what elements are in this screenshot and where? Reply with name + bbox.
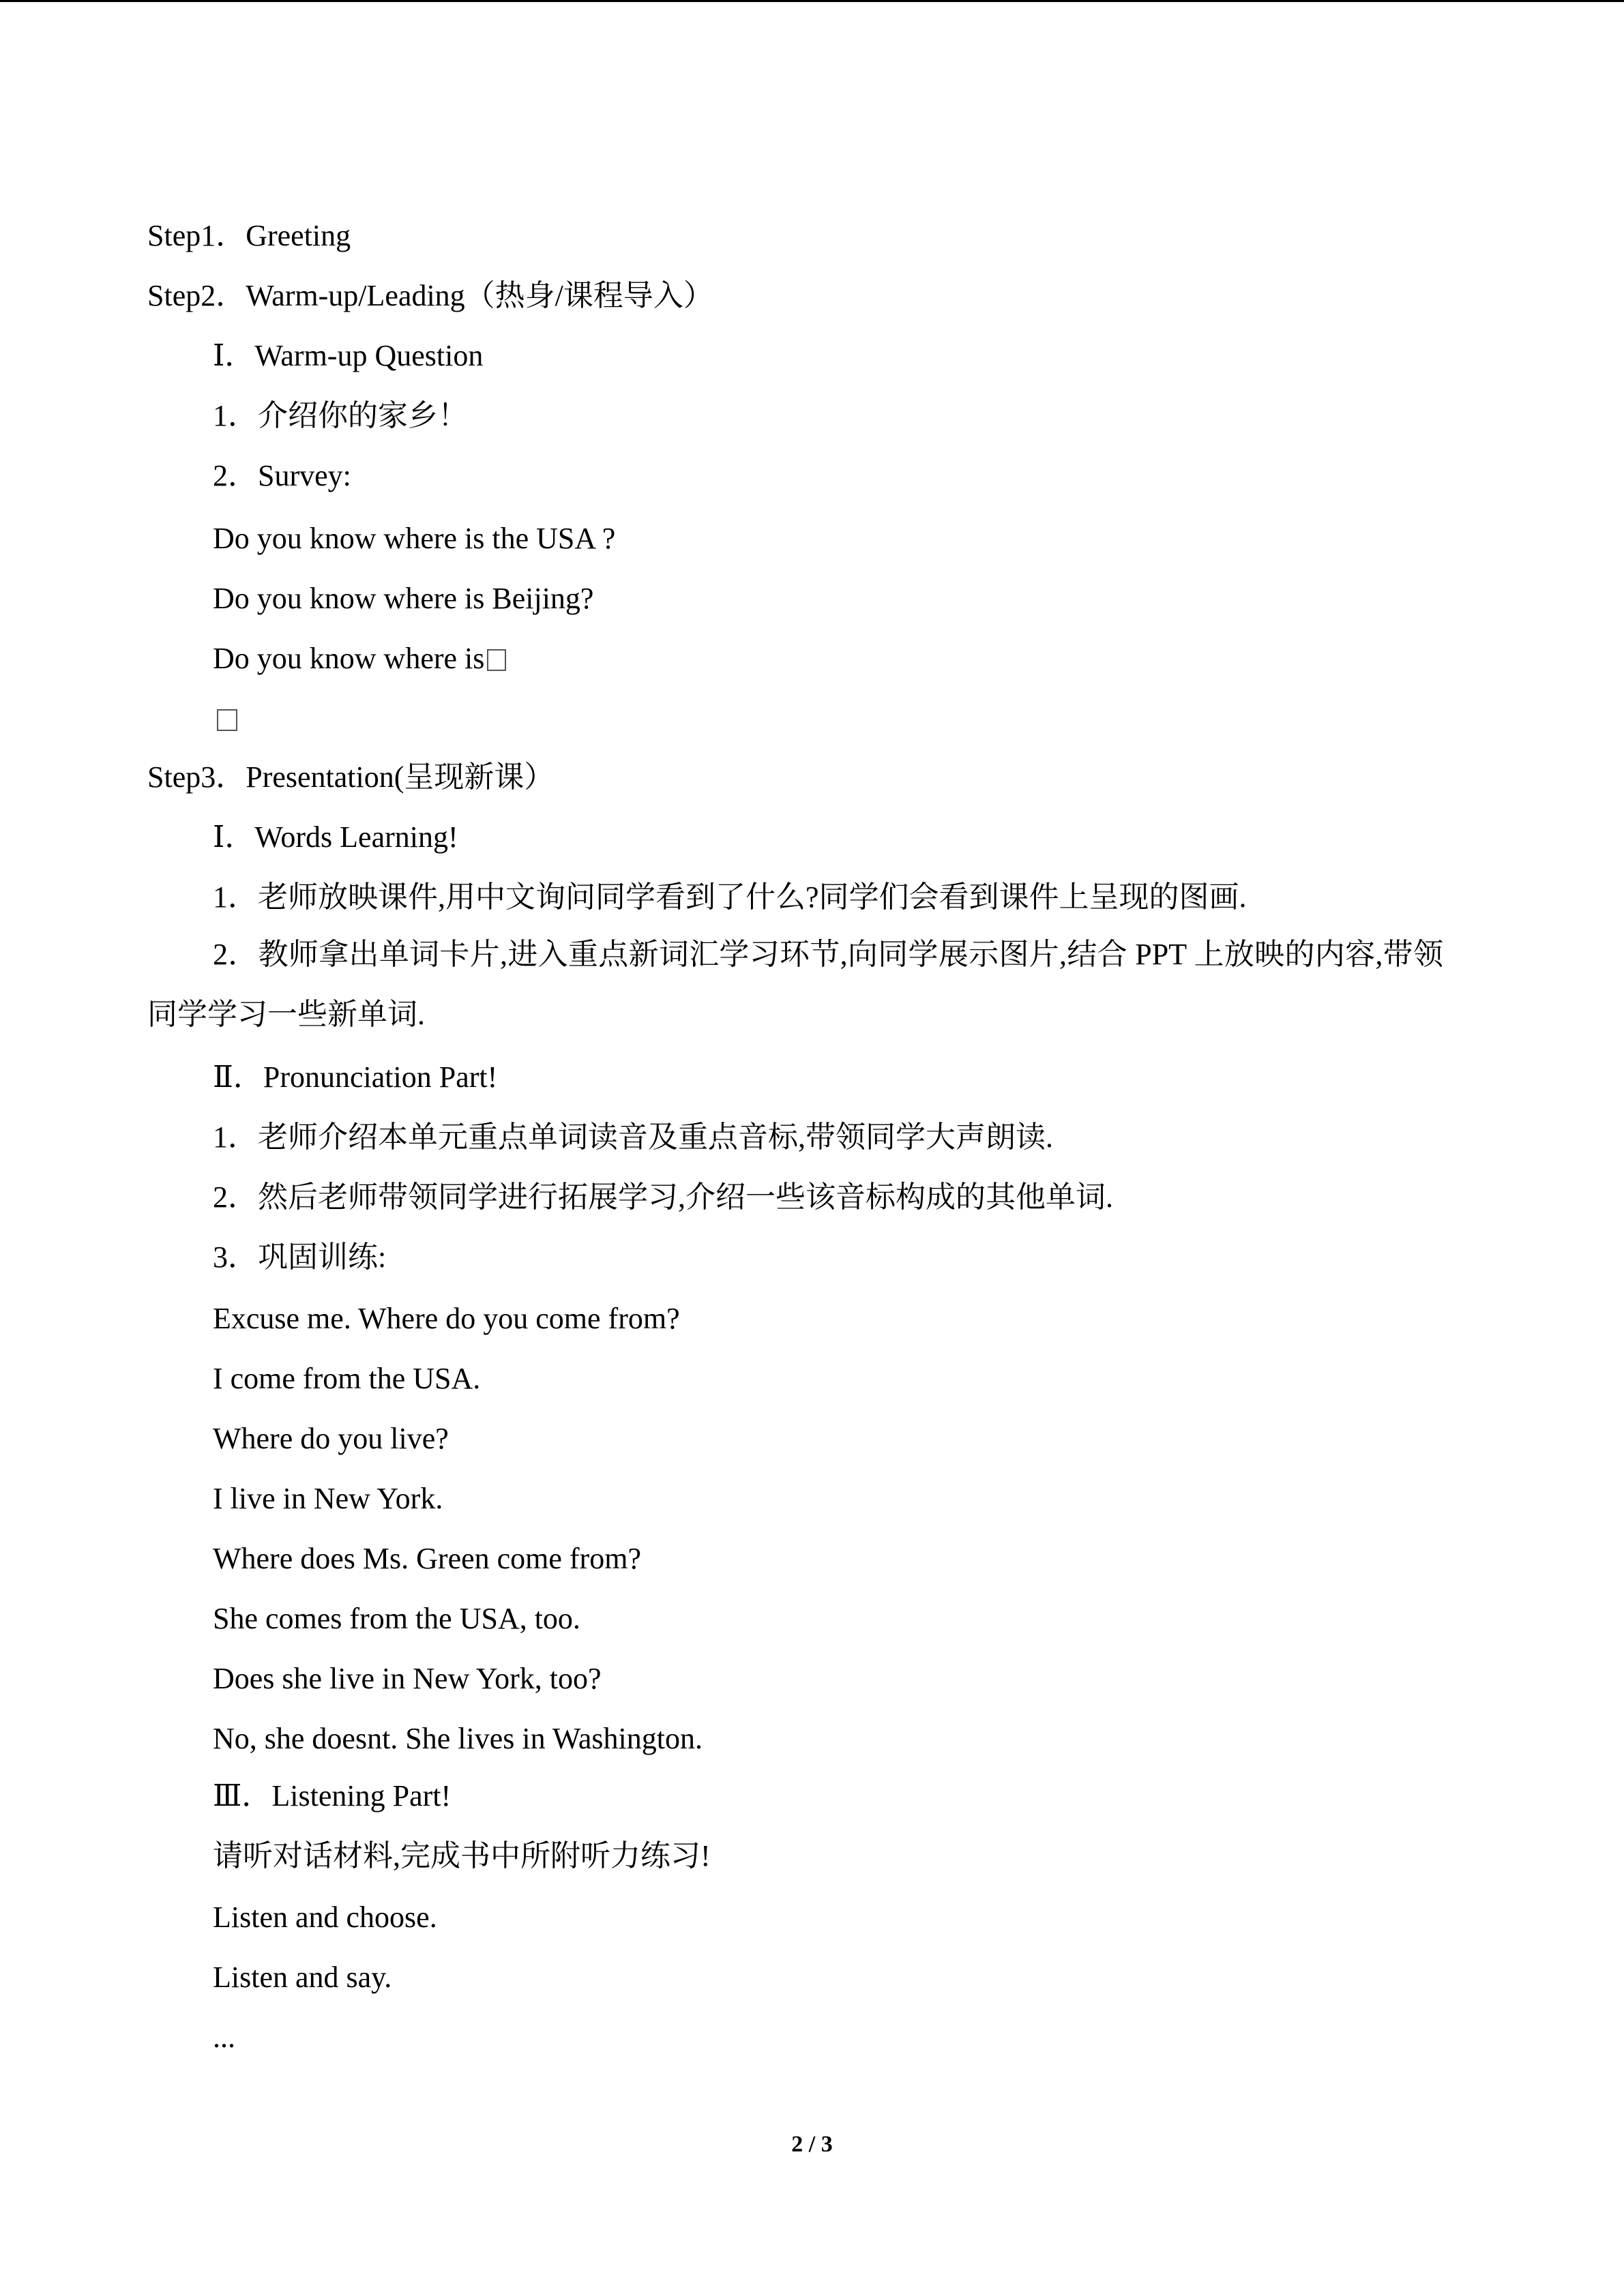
dialogue-line: Excuse me. Where do you come from?: [213, 1302, 680, 1335]
step1-heading: Step1．Greeting: [147, 219, 351, 252]
survey-question-1: Do you know where is the USA ?: [213, 522, 616, 555]
dialogue-line: Where do you live?: [213, 1422, 449, 1455]
step2-heading: Step2．Warm-up/Leading（热身/课程导入）: [147, 279, 713, 312]
dialogue-line: I come from the USA.: [213, 1362, 481, 1395]
missing-glyph-box: [217, 709, 237, 731]
survey-question-3-text: Do you know where is: [213, 642, 485, 675]
warmup-question-heading: Ⅰ．Warm-up Question: [213, 339, 484, 372]
missing-glyph-box: [487, 649, 506, 671]
dialogue-line: She comes from the USA, too.: [213, 1602, 580, 1635]
pronunciation-heading: Ⅱ．Pronunciation Part!: [213, 1060, 498, 1094]
listening-heading: Ⅲ．Listening Part!: [213, 1779, 452, 1813]
dialogue-line: Does she live in New York, too?: [213, 1662, 602, 1695]
survey-question-2: Do you know where is Beijing?: [213, 582, 594, 615]
pronunciation-item-2: 2．然后老师带领同学进行拓展学习,介绍一些该音标构成的其他单词.: [213, 1180, 1113, 1214]
listening-instruction: 请听对话材料,完成书中所附听力练习!: [213, 1839, 711, 1873]
listening-ellipsis: ...: [213, 2021, 235, 2054]
words-item-1: 1．老师放映课件,用中文询问同学看到了什么?同学们会看到课件上呈现的图画.: [213, 880, 1247, 914]
words-item-2: 2．教师拿出单词卡片,进入重点新词汇学习环节,向同学展示图片,结合 PPT 上放映的内容,带领同学学习一些新单词.: [147, 938, 1443, 1031]
page-number: 2 / 3: [791, 2132, 833, 2157]
warmup-item-1: 1．介绍你的家乡！: [213, 399, 468, 432]
dialogue-line: I live in New York.: [213, 1482, 443, 1515]
dialogue-line: No, she doesnt. She lives in Washington.: [213, 1722, 703, 1755]
dialogue-line: Where does Ms. Green come from?: [213, 1542, 641, 1575]
pronunciation-item-1: 1．老师介绍本单元重点单词读音及重点音标,带领同学大声朗读.: [213, 1120, 1053, 1154]
pronunciation-item-3: 3．巩固训练:: [213, 1240, 387, 1274]
listening-item-2: Listen and say.: [213, 1960, 392, 1994]
step3-heading: Step3．Presentation(呈现新课）: [147, 760, 555, 794]
listening-item-1: Listen and choose.: [213, 1900, 437, 1934]
survey-question-3: [213, 638, 506, 679]
words-learning-heading: Ⅰ．Words Learning!: [213, 820, 458, 854]
warmup-item-2: 2．Survey:: [213, 459, 351, 492]
